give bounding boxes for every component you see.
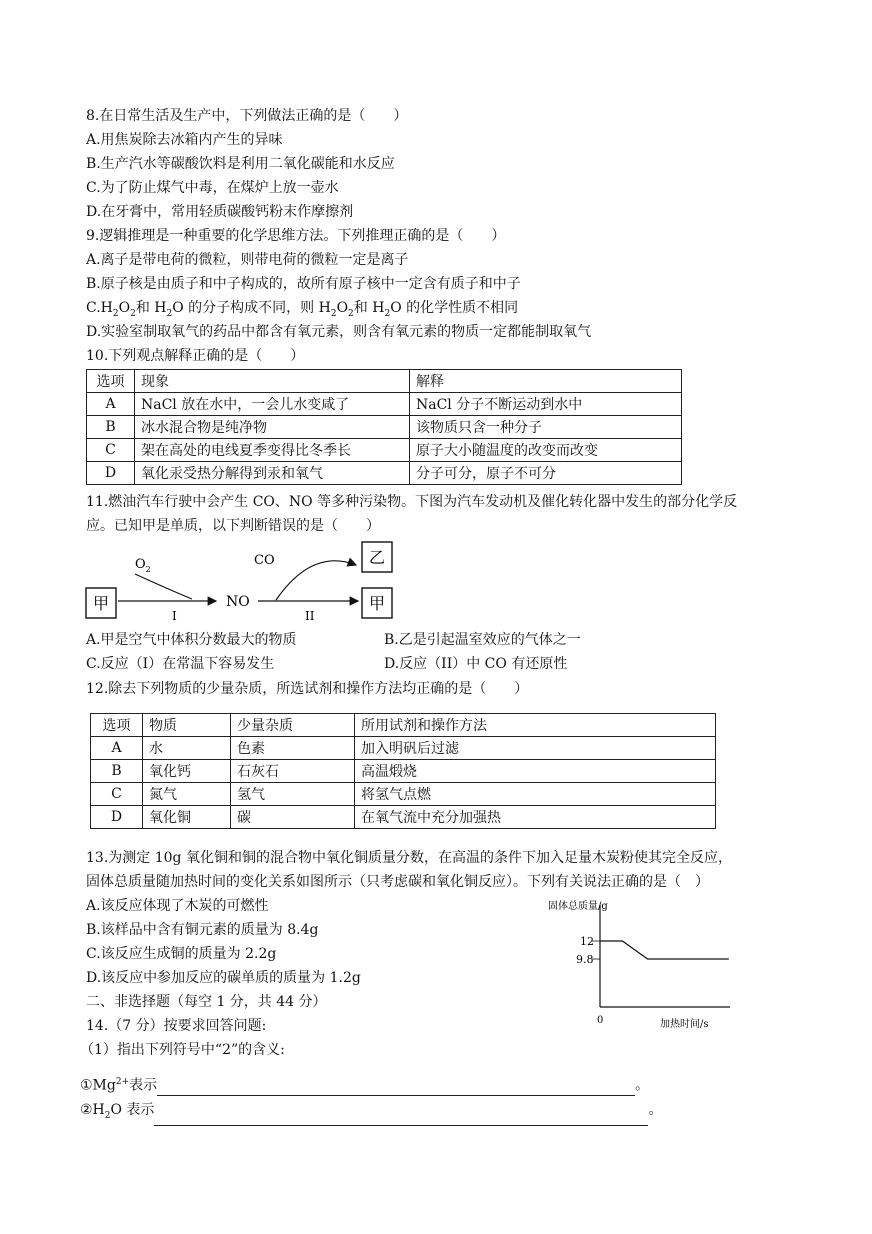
table-cell: 氢气 (231, 783, 355, 806)
table-header-cell: 所用试剂和操作方法 (355, 714, 716, 737)
table-cell: 将氢气点燃 (355, 783, 716, 806)
q14-sub1: （1）指出下列符号中“2”的含义: (80, 1042, 285, 1058)
table-header-cell: 选项 (91, 714, 143, 737)
jia-label-left: 甲 (92, 594, 110, 613)
q8-stem: 8.在日常生活及生产中，下列做法正确的是（ ） (86, 108, 408, 124)
table-cell: 石灰石 (231, 760, 355, 783)
jia-label-right: 甲 (368, 594, 386, 613)
table-row (87, 393, 682, 416)
table-header-cell: 物质 (143, 714, 231, 737)
reaction-2-label: II (305, 609, 315, 623)
q8-option-b: B.生产汽水等碳酸饮料是利用二氧化碳能和水反应 (86, 156, 395, 172)
q11-option-d: D.反应（II）中 CO 有还原性 (384, 656, 568, 672)
q11-stem-line1: 11.燃油汽车行驶中会产生 CO、NO 等多种污染物。下图为汽车发动机及催化转化器中发生的部分化学反 (86, 494, 738, 510)
table-cell: B (87, 416, 135, 439)
table-header-cell: 选项 (87, 370, 135, 393)
answer-blank-1[interactable] (157, 1081, 635, 1096)
table-cell: 水 (143, 737, 231, 760)
q8-option-a: A.用焦炭除去冰箱内产生的异味 (86, 132, 283, 148)
table-header-row (87, 370, 682, 393)
table-cell: 原子大小随温度的改变而改变 (410, 439, 682, 462)
table-header-cell: 现象 (135, 370, 410, 393)
section-2-heading: 二、非选择题（每空 1 分，共 44 分） (86, 994, 327, 1010)
q12-stem: 12.除去下列物质的少量杂质，所选试剂和操作方法均正确的是（ ） (86, 681, 529, 697)
table-header-row (91, 714, 716, 737)
reaction-flow-diagram (80, 538, 410, 628)
q10-stem: 10.下列观点解释正确的是（ ） (86, 348, 305, 364)
q9-stem: 9.逻辑推理是一种重要的化学思维方法。下列推理正确的是（ ） (86, 228, 506, 244)
table-row (91, 760, 716, 783)
table-cell: 该物质只含一种分子 (410, 416, 682, 439)
table-cell: 氧化汞受热分解得到汞和氧气 (135, 462, 410, 485)
table-cell: 氧化钙 (143, 760, 231, 783)
table-row (87, 416, 682, 439)
q8-option-d: D.在牙膏中，常用轻质碳酸钙粉末作摩擦剂 (86, 204, 354, 220)
table-row (91, 806, 716, 829)
table-cell: 在氧气流中充分加强热 (355, 806, 716, 829)
table-cell: C (87, 439, 135, 462)
series-line (600, 941, 729, 959)
table-cell: NaCl 放在水中，一会儿水变咸了 (135, 393, 410, 416)
co-output-curve (276, 561, 356, 600)
q9-option-a: A.离子是带电荷的微粒，则带电荷的微粒一定是离子 (86, 252, 409, 268)
table-cell: 加入明矾后过滤 (355, 737, 716, 760)
y-tick-label: 9.8 (576, 953, 594, 966)
q11-option-b: B.乙是引起温室效应的气体之一 (384, 632, 581, 648)
reaction-1-label: I (172, 609, 177, 623)
table-cell: 氮气 (143, 783, 231, 806)
table-cell: 冰水混合物是纯净物 (135, 416, 410, 439)
mass-time-chart (540, 895, 740, 1035)
q13-stem-line1: 13.为测定 10g 氧化铜和铜的混合物中氧化铜质量分数，在高温的条件下加入足量木炭粉使其完全反应， (86, 850, 732, 866)
q12-table (90, 713, 716, 829)
x-axis-label: 加热时间/s (660, 1019, 709, 1030)
table-cell: B (91, 760, 143, 783)
q11-stem-line2: 应。已知甲是单质，以下判断错误的是（ ） (86, 518, 380, 534)
answer-blank-2[interactable] (154, 1111, 648, 1126)
table-cell: D (87, 462, 135, 485)
table-row (91, 783, 716, 806)
co-label: CO (254, 553, 275, 568)
q13-option-d: D.该反应中参加反应的碳单质的质量为 1.2g (86, 970, 361, 986)
q11-option-a: A.甲是空气中体积分数最大的物质 (86, 632, 297, 648)
table-row (91, 737, 716, 760)
q14-item1: $①Mg^{2+}$表示 。 (80, 1077, 650, 1094)
yi-label: 乙 (368, 548, 386, 567)
table-cell: A (87, 393, 135, 416)
o2-label: $O_2$ (135, 557, 151, 574)
table-cell: 分子可分，原子不可分 (410, 462, 682, 485)
q14-item2: $②H_2O$ 表示 。 (80, 1100, 662, 1126)
table-cell: A (91, 737, 143, 760)
q13-stem-line2: 固体总质量随加热时间的变化关系如图所示（只考虑碳和氧化铜反应）。下列有关说法正确的是（ ） (86, 874, 709, 890)
table-row (87, 462, 682, 485)
q14-stem: 14.（7 分）按要求回答问题: (86, 1018, 267, 1034)
y-tick-label: 12 (580, 935, 594, 948)
no-label: NO (226, 594, 250, 610)
table-header-cell: 解释 (410, 370, 682, 393)
q11-option-c: C.反应（I）在常温下容易发生 (86, 656, 275, 672)
q10-table (86, 369, 682, 485)
q9-option-c: $C.H_2O_2$和 $H_2O$ 的分子构成不同，则 $H_2O_2$和 $H_2O$ 的化学性质不相同 (86, 300, 519, 319)
q8-option-c: C.为了防止煤气中毒，在煤炉上放一壶水 (86, 180, 339, 196)
q13-option-c: C.该反应生成铜的质量为 2.2g (86, 946, 277, 962)
table-cell: D (91, 806, 143, 829)
table-cell: 色素 (231, 737, 355, 760)
o2-input-curve (135, 574, 192, 599)
origin-label: 0 (597, 1015, 604, 1026)
table-cell: 架在高处的电线夏季变得比冬季长 (135, 439, 410, 462)
table-cell: 高温煅烧 (355, 760, 716, 783)
table-cell: C (91, 783, 143, 806)
table-row (87, 439, 682, 462)
q9-option-d: D.实验室制取氧气的药品中都含有氧元素，则含有氧元素的物质一定都能制取氧气 (86, 324, 592, 340)
table-header-cell: 少量杂质 (231, 714, 355, 737)
q13-option-b: B.该样品中含有铜元素的质量为 8.4g (86, 922, 319, 938)
table-cell: 氧化铜 (143, 806, 231, 829)
q13-option-a: A.该反应体现了木炭的可燃性 (86, 898, 269, 914)
table-cell: 碳 (231, 806, 355, 829)
y-axis-label: 固体总质量/g (548, 901, 608, 912)
q9-option-b: B.原子核是由质子和中子构成的，故所有原子核中一定含有质子和中子 (86, 276, 521, 292)
table-cell: NaCl 分子不断运动到水中 (410, 393, 682, 416)
